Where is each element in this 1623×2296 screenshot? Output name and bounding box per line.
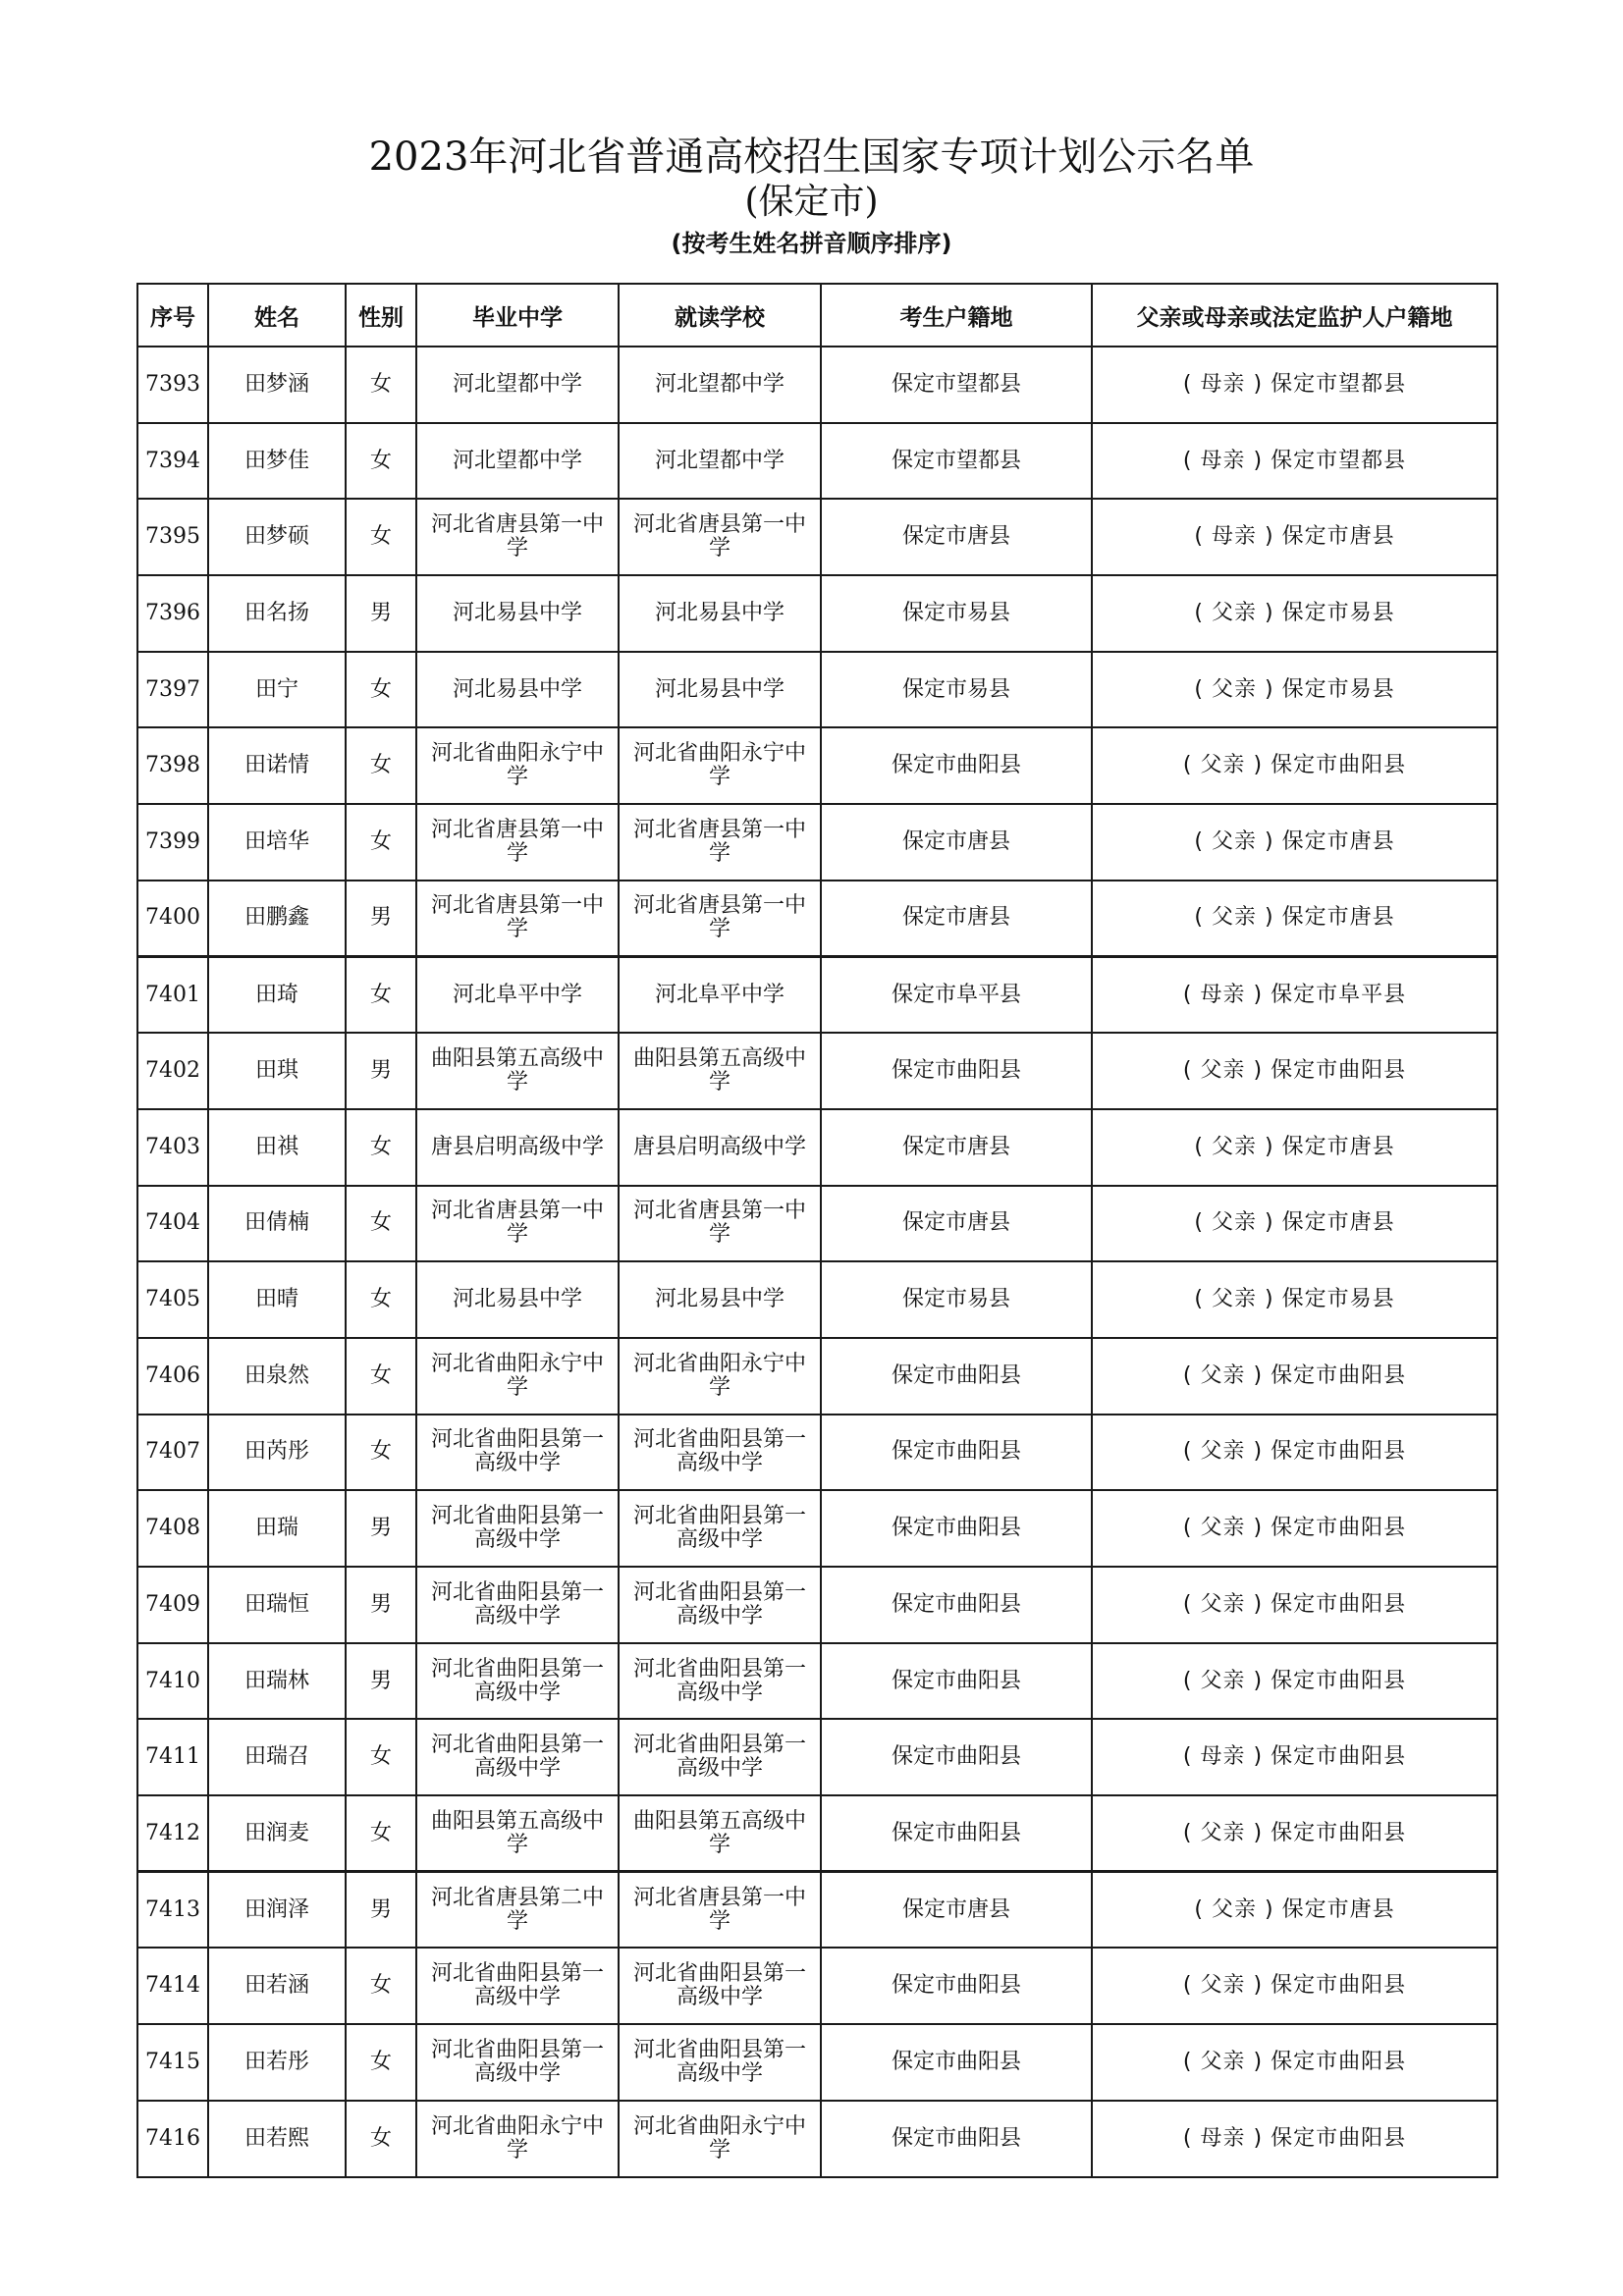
name-cell: 田瑞 — [208, 1490, 346, 1567]
table-row — [137, 1109, 1497, 1186]
table-row — [137, 881, 1497, 957]
current-school-cell: 河北易县中学 — [619, 575, 821, 652]
guardian-residence-cell: ( 父亲 ) 保定市唐县 — [1092, 1872, 1497, 1949]
gender-cell: 女 — [346, 957, 416, 1034]
student-residence-cell: 保定市曲阳县 — [821, 1795, 1092, 1872]
gender-cell: 女 — [346, 1795, 416, 1872]
graduated-school-cell: 河北省曲阳县第一高级中学 — [416, 1948, 619, 2024]
table-row — [137, 1415, 1497, 1491]
gender-cell: 女 — [346, 499, 416, 575]
student-residence-cell: 保定市唐县 — [821, 1872, 1092, 1949]
guardian-residence-cell: ( 父亲 ) 保定市易县 — [1092, 1261, 1497, 1338]
student-residence-cell: 保定市易县 — [821, 575, 1092, 652]
gender-cell: 女 — [346, 347, 416, 423]
student-residence-cell: 保定市易县 — [821, 652, 1092, 728]
guardian-residence-cell: ( 父亲 ) 保定市唐县 — [1092, 1109, 1497, 1186]
name-cell: 田梦涵 — [208, 347, 346, 423]
student-residence-cell: 保定市望都县 — [821, 423, 1092, 500]
current-school-cell: 河北望都中学 — [619, 423, 821, 500]
table-row — [137, 1033, 1497, 1109]
serial-cell: 7395 — [137, 499, 208, 575]
table-row — [137, 575, 1497, 652]
document-subtitle: (保定市) — [744, 182, 879, 222]
guardian-residence-cell: ( 父亲 ) 保定市曲阳县 — [1092, 2024, 1497, 2101]
graduated-school-cell: 河北省曲阳县第一高级中学 — [416, 1567, 619, 1643]
serial-cell: 7411 — [137, 1719, 208, 1795]
student-residence-cell: 保定市唐县 — [821, 1186, 1092, 1262]
gender-cell: 女 — [346, 1415, 416, 1491]
sort-note: (按考生姓名拼音顺序排序) — [671, 230, 952, 257]
student-residence-cell: 保定市唐县 — [821, 804, 1092, 881]
table-row — [137, 957, 1497, 1034]
student-residence-cell: 保定市唐县 — [821, 1109, 1092, 1186]
guardian-residence-cell: ( 母亲 ) 保定市阜平县 — [1092, 957, 1497, 1034]
serial-cell: 7396 — [137, 575, 208, 652]
guardian-residence-cell: ( 父亲 ) 保定市唐县 — [1092, 804, 1497, 881]
gender-cell: 男 — [346, 1567, 416, 1643]
table-row — [137, 804, 1497, 881]
serial-cell: 7399 — [137, 804, 208, 881]
table-row — [137, 1261, 1497, 1338]
student-residence-cell: 保定市曲阳县 — [821, 1719, 1092, 1795]
header-name: 姓名 — [208, 284, 346, 347]
table-row — [137, 1643, 1497, 1720]
header-guardian-residence: 父亲或母亲或法定监护人户籍地 — [1092, 284, 1497, 347]
table-row — [137, 652, 1497, 728]
name-cell: 田若涵 — [208, 1948, 346, 2024]
gender-cell: 男 — [346, 575, 416, 652]
current-school-cell: 河北省唐县第一中学 — [619, 1186, 821, 1262]
table-row — [137, 1186, 1497, 1262]
graduated-school-cell: 河北易县中学 — [416, 652, 619, 728]
graduated-school-cell: 曲阳县第五高级中学 — [416, 1033, 619, 1109]
graduated-school-cell: 河北省曲阳县第一高级中学 — [416, 1415, 619, 1491]
guardian-residence-cell: ( 母亲 ) 保定市唐县 — [1092, 499, 1497, 575]
student-residence-cell: 保定市曲阳县 — [821, 1338, 1092, 1415]
serial-cell: 7406 — [137, 1338, 208, 1415]
guardian-residence-cell: ( 母亲 ) 保定市曲阳县 — [1092, 1719, 1497, 1795]
graduated-school-cell: 河北阜平中学 — [416, 957, 619, 1034]
table-row — [137, 1872, 1497, 1949]
gender-cell: 男 — [346, 881, 416, 957]
graduated-school-cell: 河北省唐县第一中学 — [416, 1186, 619, 1262]
table-row — [137, 347, 1497, 423]
guardian-residence-cell: ( 父亲 ) 保定市曲阳县 — [1092, 1033, 1497, 1109]
guardian-residence-cell: ( 母亲 ) 保定市望都县 — [1092, 423, 1497, 500]
gender-cell: 女 — [346, 1109, 416, 1186]
student-residence-cell: 保定市曲阳县 — [821, 1948, 1092, 2024]
table-row — [137, 1948, 1497, 2024]
table-row — [137, 1490, 1497, 1567]
current-school-cell: 曲阳县第五高级中学 — [619, 1795, 821, 1872]
graduated-school-cell: 河北省曲阳县第一高级中学 — [416, 1490, 619, 1567]
student-residence-cell: 保定市曲阳县 — [821, 1643, 1092, 1720]
serial-cell: 7409 — [137, 1567, 208, 1643]
gender-cell: 女 — [346, 1719, 416, 1795]
guardian-residence-cell: ( 父亲 ) 保定市曲阳县 — [1092, 1490, 1497, 1567]
guardian-residence-cell: ( 父亲 ) 保定市曲阳县 — [1092, 1338, 1497, 1415]
serial-cell: 7394 — [137, 423, 208, 500]
name-cell: 田芮彤 — [208, 1415, 346, 1491]
header-student-residence: 考生户籍地 — [821, 284, 1092, 347]
graduated-school-cell: 河北易县中学 — [416, 575, 619, 652]
current-school-cell: 河北易县中学 — [619, 652, 821, 728]
student-residence-cell: 保定市曲阳县 — [821, 1567, 1092, 1643]
guardian-residence-cell: ( 父亲 ) 保定市曲阳县 — [1092, 727, 1497, 804]
guardian-residence-cell: ( 父亲 ) 保定市唐县 — [1092, 881, 1497, 957]
table-row — [137, 1338, 1497, 1415]
current-school-cell: 河北省曲阳县第一高级中学 — [619, 1567, 821, 1643]
header-current-school: 就读学校 — [619, 284, 821, 347]
guardian-residence-cell: ( 父亲 ) 保定市曲阳县 — [1092, 1643, 1497, 1720]
serial-cell: 7416 — [137, 2101, 208, 2177]
student-residence-cell: 保定市曲阳县 — [821, 2024, 1092, 2101]
gender-cell: 女 — [346, 2101, 416, 2177]
serial-cell: 7402 — [137, 1033, 208, 1109]
current-school-cell: 河北省曲阳县第一高级中学 — [619, 1643, 821, 1720]
graduated-school-cell: 河北省唐县第一中学 — [416, 881, 619, 957]
current-school-cell: 河北省曲阳县第一高级中学 — [619, 1415, 821, 1491]
student-residence-cell: 保定市望都县 — [821, 347, 1092, 423]
header-gender: 性别 — [346, 284, 416, 347]
serial-cell: 7398 — [137, 727, 208, 804]
current-school-cell: 河北省曲阳县第一高级中学 — [619, 1490, 821, 1567]
serial-cell: 7415 — [137, 2024, 208, 2101]
graduated-school-cell: 河北省曲阳永宁中学 — [416, 1338, 619, 1415]
current-school-cell: 河北省曲阳县第一高级中学 — [619, 1719, 821, 1795]
serial-cell: 7403 — [137, 1109, 208, 1186]
gender-cell: 女 — [346, 1338, 416, 1415]
student-residence-cell: 保定市曲阳县 — [821, 1490, 1092, 1567]
table-row — [137, 1795, 1497, 1872]
student-residence-cell: 保定市曲阳县 — [821, 727, 1092, 804]
guardian-residence-cell: ( 父亲 ) 保定市易县 — [1092, 575, 1497, 652]
graduated-school-cell: 河北望都中学 — [416, 347, 619, 423]
current-school-cell: 河北阜平中学 — [619, 957, 821, 1034]
current-school-cell: 曲阳县第五高级中学 — [619, 1033, 821, 1109]
gender-cell: 女 — [346, 1948, 416, 2024]
gender-cell: 女 — [346, 804, 416, 881]
name-cell: 田培华 — [208, 804, 346, 881]
guardian-residence-cell: ( 父亲 ) 保定市曲阳县 — [1092, 1795, 1497, 1872]
current-school-cell: 河北省曲阳永宁中学 — [619, 727, 821, 804]
table-body — [137, 347, 1497, 2177]
guardian-residence-cell: ( 父亲 ) 保定市唐县 — [1092, 1186, 1497, 1262]
name-cell: 田琦 — [208, 957, 346, 1034]
gender-cell: 女 — [346, 727, 416, 804]
document-title: 2023年河北省普通高校招生国家专项计划公示名单 — [368, 134, 1255, 180]
name-cell: 田润泽 — [208, 1872, 346, 1949]
graduated-school-cell: 河北省曲阳县第一高级中学 — [416, 2024, 619, 2101]
student-residence-cell: 保定市唐县 — [821, 499, 1092, 575]
gender-cell: 男 — [346, 1033, 416, 1109]
current-school-cell: 河北省曲阳县第一高级中学 — [619, 2024, 821, 2101]
serial-cell: 7414 — [137, 1948, 208, 2024]
serial-cell: 7405 — [137, 1261, 208, 1338]
guardian-residence-cell: ( 父亲 ) 保定市曲阳县 — [1092, 1415, 1497, 1491]
name-cell: 田诺情 — [208, 727, 346, 804]
name-cell: 田梦佳 — [208, 423, 346, 500]
graduated-school-cell: 曲阳县第五高级中学 — [416, 1795, 619, 1872]
gender-cell: 女 — [346, 1261, 416, 1338]
graduated-school-cell: 河北望都中学 — [416, 423, 619, 500]
current-school-cell: 河北省唐县第一中学 — [619, 881, 821, 957]
student-residence-cell: 保定市阜平县 — [821, 957, 1092, 1034]
roster-table — [136, 283, 1498, 2178]
current-school-cell: 河北省唐县第一中学 — [619, 1872, 821, 1949]
student-residence-cell: 保定市曲阳县 — [821, 1415, 1092, 1491]
serial-cell: 7410 — [137, 1643, 208, 1720]
name-cell: 田瑞召 — [208, 1719, 346, 1795]
serial-cell: 7400 — [137, 881, 208, 957]
name-cell: 田泉然 — [208, 1338, 346, 1415]
table-row — [137, 2024, 1497, 2101]
name-cell: 田倩楠 — [208, 1186, 346, 1262]
graduated-school-cell: 河北省曲阳永宁中学 — [416, 2101, 619, 2177]
graduated-school-cell: 河北省曲阳县第一高级中学 — [416, 1643, 619, 1720]
gender-cell: 女 — [346, 423, 416, 500]
graduated-school-cell: 河北易县中学 — [416, 1261, 619, 1338]
name-cell: 田润麦 — [208, 1795, 346, 1872]
table-row — [137, 1567, 1497, 1643]
name-cell: 田琪 — [208, 1033, 346, 1109]
name-cell: 田梦硕 — [208, 499, 346, 575]
name-cell: 田瑞恒 — [208, 1567, 346, 1643]
name-cell: 田名扬 — [208, 575, 346, 652]
name-cell: 田晴 — [208, 1261, 346, 1338]
table-row — [137, 423, 1497, 500]
current-school-cell: 河北省唐县第一中学 — [619, 804, 821, 881]
gender-cell: 女 — [346, 2024, 416, 2101]
serial-cell: 7404 — [137, 1186, 208, 1262]
graduated-school-cell: 河北省唐县第二中学 — [416, 1872, 619, 1949]
name-cell: 田鹏鑫 — [208, 881, 346, 957]
current-school-cell: 河北省曲阳永宁中学 — [619, 2101, 821, 2177]
current-school-cell: 唐县启明高级中学 — [619, 1109, 821, 1186]
student-residence-cell: 保定市唐县 — [821, 881, 1092, 957]
guardian-residence-cell: ( 母亲 ) 保定市曲阳县 — [1092, 2101, 1497, 2177]
serial-cell: 7393 — [137, 347, 208, 423]
table-row — [137, 1719, 1497, 1795]
table-row — [137, 2101, 1497, 2177]
current-school-cell: 河北省曲阳永宁中学 — [619, 1338, 821, 1415]
serial-cell: 7413 — [137, 1872, 208, 1949]
guardian-residence-cell: ( 父亲 ) 保定市曲阳县 — [1092, 1948, 1497, 2024]
table-row — [137, 499, 1497, 575]
header-serial: 序号 — [137, 284, 208, 347]
gender-cell: 男 — [346, 1872, 416, 1949]
gender-cell: 男 — [346, 1490, 416, 1567]
graduated-school-cell: 河北省曲阳永宁中学 — [416, 727, 619, 804]
graduated-school-cell: 唐县启明高级中学 — [416, 1109, 619, 1186]
graduated-school-cell: 河北省曲阳县第一高级中学 — [416, 1719, 619, 1795]
gender-cell: 女 — [346, 1186, 416, 1262]
current-school-cell: 河北省唐县第一中学 — [619, 499, 821, 575]
serial-cell: 7401 — [137, 957, 208, 1034]
table-row — [137, 727, 1497, 804]
serial-cell: 7412 — [137, 1795, 208, 1872]
header-graduated-school: 毕业中学 — [416, 284, 619, 347]
table-header-row — [137, 284, 1497, 347]
serial-cell: 7397 — [137, 652, 208, 728]
guardian-residence-cell: ( 父亲 ) 保定市易县 — [1092, 652, 1497, 728]
graduated-school-cell: 河北省唐县第一中学 — [416, 804, 619, 881]
student-residence-cell: 保定市曲阳县 — [821, 2101, 1092, 2177]
current-school-cell: 河北省曲阳县第一高级中学 — [619, 1948, 821, 2024]
guardian-residence-cell: ( 父亲 ) 保定市曲阳县 — [1092, 1567, 1497, 1643]
student-residence-cell: 保定市曲阳县 — [821, 1033, 1092, 1109]
serial-cell: 7407 — [137, 1415, 208, 1491]
graduated-school-cell: 河北省唐县第一中学 — [416, 499, 619, 575]
guardian-residence-cell: ( 母亲 ) 保定市望都县 — [1092, 347, 1497, 423]
name-cell: 田祺 — [208, 1109, 346, 1186]
gender-cell: 男 — [346, 1643, 416, 1720]
name-cell: 田若彤 — [208, 2024, 346, 2101]
name-cell: 田瑞林 — [208, 1643, 346, 1720]
current-school-cell: 河北望都中学 — [619, 347, 821, 423]
current-school-cell: 河北易县中学 — [619, 1261, 821, 1338]
name-cell: 田若熙 — [208, 2101, 346, 2177]
gender-cell: 女 — [346, 652, 416, 728]
name-cell: 田宁 — [208, 652, 346, 728]
student-residence-cell: 保定市易县 — [821, 1261, 1092, 1338]
serial-cell: 7408 — [137, 1490, 208, 1567]
